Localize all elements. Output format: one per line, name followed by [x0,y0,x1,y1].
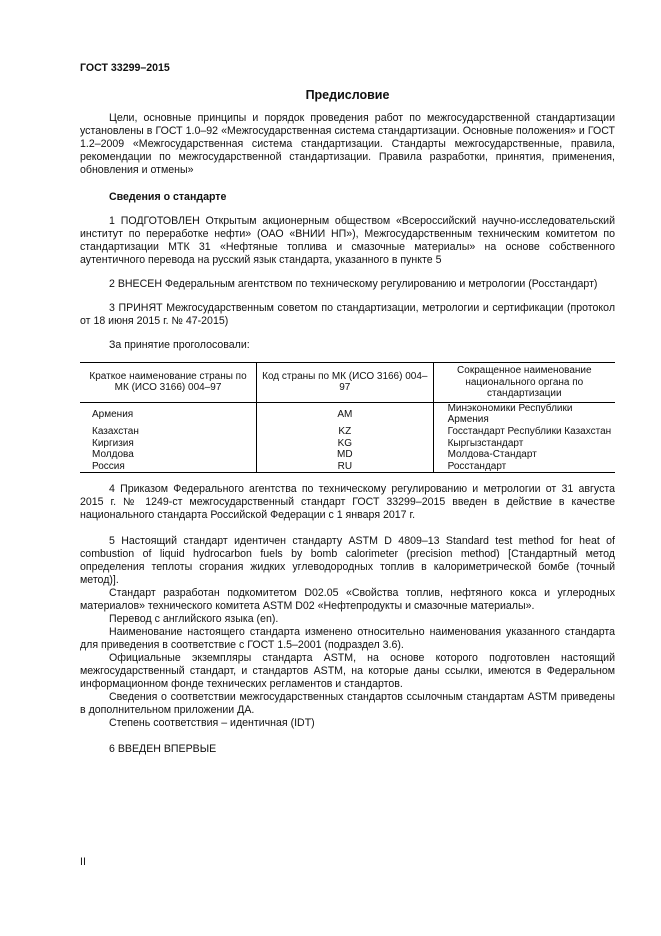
item-5-paragraph: 5 Настоящий стандарт идентичен стандарту ASTM D 4809–13 Standard test method for heat of combustion of liquid hydrocarbon fuels by bomb calorimeter (precision method) [Стандартный метод определения теплоты сгорания жидких углеводородных топлив в калориметрической бомбе (точный метод)]. [80,535,615,587]
body-cell: Кыргызстандарт [433,438,615,450]
item-4: 4 Приказом Федерального агентства по техническому регулированию и метрологии от 31 августа 2015 г. № 1249-ст межгосударственный стандарт ГОСТ 33299–2015 введен в действие в качестве национального стандарта Российской Федерации с 1 января 2017 г. [80,483,615,522]
country-cell: Россия [80,461,257,473]
item-5-paragraph: Степень соответствия – идентичная (IDT) [109,717,315,730]
country-cell: Молдова [92,449,134,461]
document-page [80,0,615,889]
code-cell: MD [257,449,434,461]
country-cell: Киргизия [92,437,134,449]
voting-table [80,362,615,473]
body-cell: Росстандарт [433,461,615,473]
body-cell: Минэкономики Республики Армения [433,402,615,426]
section-title: Сведения о стандарте [109,191,227,203]
item-5-paragraph: Стандарт разработан подкомитетом D02.05 «Свойства топлив, нефтяного кокса и углеродных материалов» технического комитета ASTM D02 «Нефтепродукты и смазочные материалы». [80,587,615,613]
item-2: 2 ВНЕСЕН Федеральным агентством по техническому регулированию и метрологии (Росстандарт) [109,278,598,290]
item-1: 1 ПОДГОТОВЛЕН Открытым акционерным обществом «Всероссийский научно-исследовательский институт по переработке нефти» (ОАО «ВНИИ НП»), Межгосударственным техническим комитетом по стандартизации МТК 31 «Нефтяные топлива и смазочные материалы» на основе собственного аутентичного перевода на русский язык стандарта, указанного в пункте 5 [80,215,615,266]
country-cell: Казахстан [92,425,139,437]
item-5-paragraph: Перевод с английского языка (en). [109,613,279,626]
table-header-body: Сокращенное наименование национального органа по стандартизации [433,363,615,403]
table-header-code: Код страны по МК (ИСО 3166) 004–97 [257,363,434,403]
table-row [80,438,615,450]
item-5-paragraph: Сведения о соответствии межгосударственных стандартов ссылочным стандартам ASTM приведены в дополнительном приложении ДА. [80,691,615,717]
body-cell: Госстандарт Республики Казахстан [433,426,615,438]
table-header-country: Краткое наименование страны по МК (ИСО 3166) 004–97 [80,363,257,403]
code-cell: KG [257,438,434,450]
item-5-paragraph: Наименование настоящего стандарта изменено относительно наименования указанного стандарта для приведения в соответствие с ГОСТ 1.5–2001 (подраздел 3.6). [80,626,615,652]
code-cell: KZ [257,426,434,438]
table-row [80,426,615,438]
table-row [80,449,615,461]
page-title: Предисловие [305,88,390,102]
country-cell: Армения [92,408,134,420]
code-cell: AM [257,402,434,426]
vote-label: За принятие проголосовали: [109,339,250,351]
voting-table-wrapper [80,362,615,473]
table-row [80,402,615,426]
table-row [80,461,615,473]
item-5 [80,535,615,730]
intro-paragraph: Цели, основные принципы и порядок проведения работ по межгосударственной стандартизации установлены в ГОСТ 1.0–92 «Межгосударственная система стандартизации. Основные положения» и ГОСТ 1.2–2009 «Межгосударственная система стандартизации. Стандарты межгосударственные, правила, рекомендации по межгосударственной стандартизации. Правила разработки, принятия, применения, обновления и отмены» [80,112,615,176]
item-5-paragraph: Официальные экземпляры стандарта ASTM, на основе которого подготовлен настоящий межгосударственный стандарт, и стандартов ASTM, на которые даны ссылки, имеются в Федеральном информационном фонде технических регламентов и стандартов. [80,652,615,691]
item-6: 6 ВВЕДЕН ВПЕРВЫЕ [109,743,217,756]
page-number: II [80,856,86,869]
document-header: ГОСТ 33299–2015 [80,62,170,74]
body-cell: Молдова-Стандарт [433,449,615,461]
code-cell: RU [257,461,434,473]
item-3: 3 ПРИНЯТ Межгосударственным советом по стандартизации, метрологии и сертификации (протокол от 18 июня 2015 г. № 47-2015) [80,302,615,327]
